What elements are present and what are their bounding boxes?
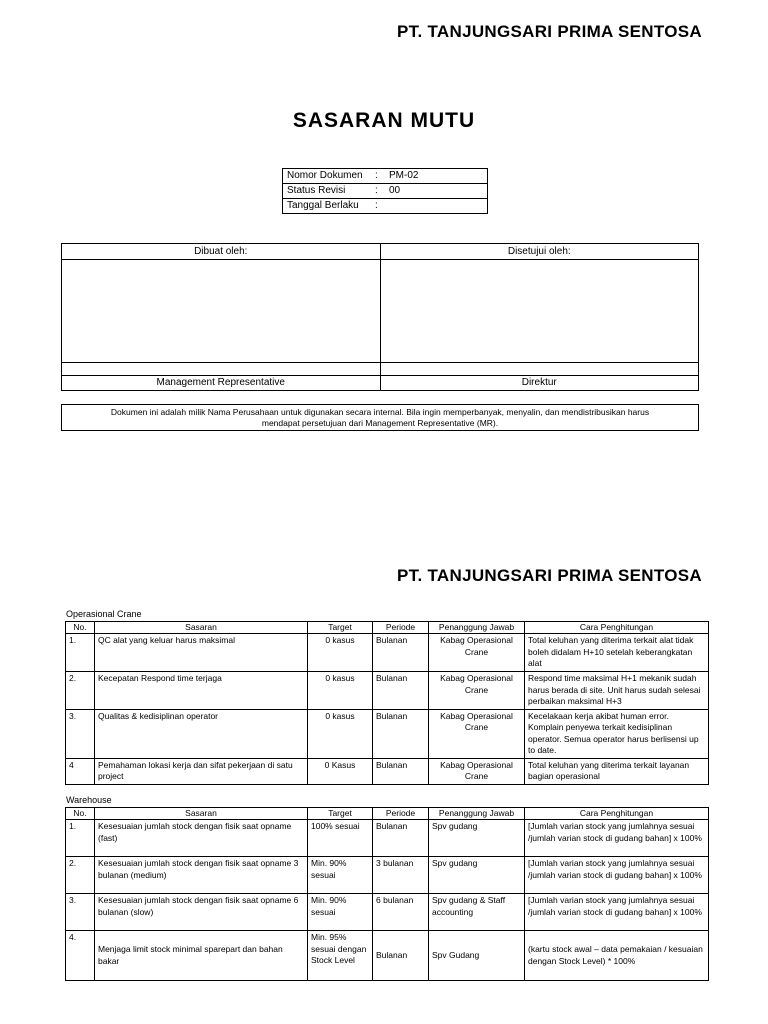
col-header-sasaran: Sasaran: [95, 622, 308, 634]
cell-target: 0 kasus: [308, 709, 373, 758]
made-by-signature-area: [62, 260, 381, 363]
warehouse-table: [65, 807, 709, 981]
cell-cara-penghitungan: Total keluhan yang diterima terkait layanan bagian operasional: [525, 758, 709, 784]
cell-target: 0 kasus: [308, 672, 373, 710]
cell-target: 0 kasus: [308, 634, 373, 672]
cell-penanggung-jawab: Spv Gudang: [429, 931, 525, 981]
document-title: SASARAN MUTU: [292, 109, 476, 132]
col-header-cara-penghitungan: Cara Penghitungan: [525, 808, 709, 820]
col-header-target: Target: [308, 808, 373, 820]
col-header-periode: Periode: [373, 622, 429, 634]
cell-cara-penghitungan: Kecelakaan kerja akibat human error. Komplain penyewa terkait kedisiplinan operator. Semua operator harus berlisensi up to date.: [525, 709, 709, 758]
meta-separator: :: [375, 170, 378, 181]
cell-cara-penghitungan: [Jumlah varian stock yang jumlahnya sesuai /jumlah varian stock di gudang bahan] x 100%: [525, 857, 709, 894]
cell-periode: Bulanan: [373, 820, 429, 857]
section-label-operasional: Operasional Crane: [66, 609, 142, 619]
col-header-penanggung-jawab: Penanggung Jawab: [429, 808, 525, 820]
meta-label: Status Revisi: [287, 185, 346, 196]
cell-sasaran: Kecepatan Respond time terjaga: [95, 672, 308, 710]
approval-table: [61, 243, 699, 391]
cell-sasaran: Menjaga limit stock minimal sparepart dan bahan bakar: [95, 931, 308, 981]
meta-row-tanggal: [283, 199, 488, 214]
ownership-notice: [61, 404, 699, 431]
table-header-row: [66, 808, 709, 820]
company-name-header: PT. TANJUNGSARI PRIMA SENTOSA: [397, 22, 702, 41]
cell-periode: Bulanan: [373, 758, 429, 784]
cell-cara-penghitungan: (kartu stock awal – data pemakaian / kesuaian dengan Stock Level) * 100%: [525, 931, 709, 981]
cell-sasaran: Qualitas & kedisiplinan operator: [95, 709, 308, 758]
cell-penanggung-jawab: Kabag Operasional Crane: [429, 672, 525, 710]
cell-penanggung-jawab: Spv gudang: [429, 857, 525, 894]
col-header-periode: Periode: [373, 808, 429, 820]
col-header-penanggung-jawab: Penanggung Jawab: [429, 622, 525, 634]
table-row: [66, 931, 709, 981]
cell-cara-penghitungan: Total keluhan yang diterima terkait alat tidak boleh didalam H+10 setelah keberangkatan alat: [525, 634, 709, 672]
table-row: [66, 709, 709, 758]
meta-value: PM-02: [389, 170, 419, 181]
cell-penanggung-jawab: Kabag Operasional Crane: [429, 758, 525, 784]
cell-periode: Bulanan: [373, 709, 429, 758]
table-row: [66, 672, 709, 710]
approved-by-signature-area: [380, 260, 699, 363]
cell-no: 1.: [66, 634, 95, 672]
section-label-warehouse: Warehouse: [66, 795, 112, 805]
cell-no: 3.: [66, 894, 95, 931]
col-header-cara-penghitungan: Cara Penghitungan: [525, 622, 709, 634]
cell-cara-penghitungan: [Jumlah varian stock yang jumlahnya sesuai /jumlah varian stock di gudang bahan] x 100%: [525, 820, 709, 857]
approved-by-role: Direktur: [380, 376, 699, 391]
cell-target: 100% sesuai: [308, 820, 373, 857]
table-row: [66, 820, 709, 857]
meta-label: Tanggal Berlaku: [287, 200, 359, 211]
operasional-crane-table: [65, 621, 709, 785]
table-row: [66, 894, 709, 931]
cell-no: 4.: [66, 931, 95, 981]
cell-periode: Bulanan: [373, 672, 429, 710]
cell-no: 1.: [66, 820, 95, 857]
cell-periode: 3 bulanan: [373, 857, 429, 894]
meta-row-status: [283, 184, 488, 199]
col-header-no: No.: [66, 622, 95, 634]
meta-value: 00: [389, 185, 401, 196]
notice-line-1: Dokumen ini adalah milik Nama Perusahaan untuk digunakan secara internal. Bila ingin memperbanyak, menyalin, dan mendistribusikan harus: [110, 407, 650, 417]
made-by-name-area: [62, 363, 381, 376]
col-header-target: Target: [308, 622, 373, 634]
made-by-role: Management Representative: [62, 376, 381, 391]
cell-target: Min. 90% sesuai: [308, 857, 373, 894]
cell-penanggung-jawab: Kabag Operasional Crane: [429, 709, 525, 758]
cell-no: 2.: [66, 672, 95, 710]
table-row: [66, 634, 709, 672]
cell-periode: Bulanan: [373, 931, 429, 981]
cell-no: 4: [66, 758, 95, 784]
cell-target: Min. 95% sesuai dengan Stock Level: [308, 931, 373, 981]
cell-target: 0 Kasus: [308, 758, 373, 784]
cell-sasaran: Pemahaman lokasi kerja dan sifat pekerjaan di satu project: [95, 758, 308, 784]
cell-sasaran: Kesesuaian jumlah stock dengan fisik saat opname 3 bulanan (medium): [95, 857, 308, 894]
approved-by-label: Disetujui oleh:: [380, 244, 699, 260]
company-name-page2: PT. TANJUNGSARI PRIMA SENTOSA: [397, 566, 702, 585]
meta-separator: :: [375, 200, 378, 211]
cell-penanggung-jawab: Kabag Operasional Crane: [429, 634, 525, 672]
approved-by-name-area: [380, 363, 699, 376]
table-row: [66, 857, 709, 894]
made-by-label: Dibuat oleh:: [62, 244, 381, 260]
cell-cara-penghitungan: Respond time maksimal H+1 mekanik sudah harus berada di site. Unit harus sudah selesai perbaikan maksimal H+3: [525, 672, 709, 710]
meta-separator: :: [375, 185, 378, 196]
cell-penanggung-jawab: Spv gudang: [429, 820, 525, 857]
col-header-sasaran: Sasaran: [95, 808, 308, 820]
cell-target: Min. 90% sesuai: [308, 894, 373, 931]
table-row: [66, 758, 709, 784]
cell-periode: Bulanan: [373, 634, 429, 672]
col-header-no: No.: [66, 808, 95, 820]
notice-line-2: mendapat persetujuan dari Management Representative (MR).: [261, 418, 499, 428]
cell-sasaran: QC alat yang keluar harus maksimal: [95, 634, 308, 672]
meta-row-nomor: [283, 169, 488, 184]
cell-no: 2.: [66, 857, 95, 894]
cell-sasaran: Kesesuaian jumlah stock dengan fisik saat opname (fast): [95, 820, 308, 857]
cell-cara-penghitungan: [Jumlah varian stock yang jumlahnya sesuai /jumlah varian stock di gudang bahan] x 100%: [525, 894, 709, 931]
cell-penanggung-jawab: Spv gudang & Staff accounting: [429, 894, 525, 931]
cell-no: 3.: [66, 709, 95, 758]
meta-label: Nomor Dokumen: [287, 170, 363, 181]
cell-sasaran: Kesesuaian jumlah stock dengan fisik saat opname 6 bulanan (slow): [95, 894, 308, 931]
document-meta-table: [282, 168, 488, 214]
table-header-row: [66, 622, 709, 634]
cell-periode: 6 bulanan: [373, 894, 429, 931]
